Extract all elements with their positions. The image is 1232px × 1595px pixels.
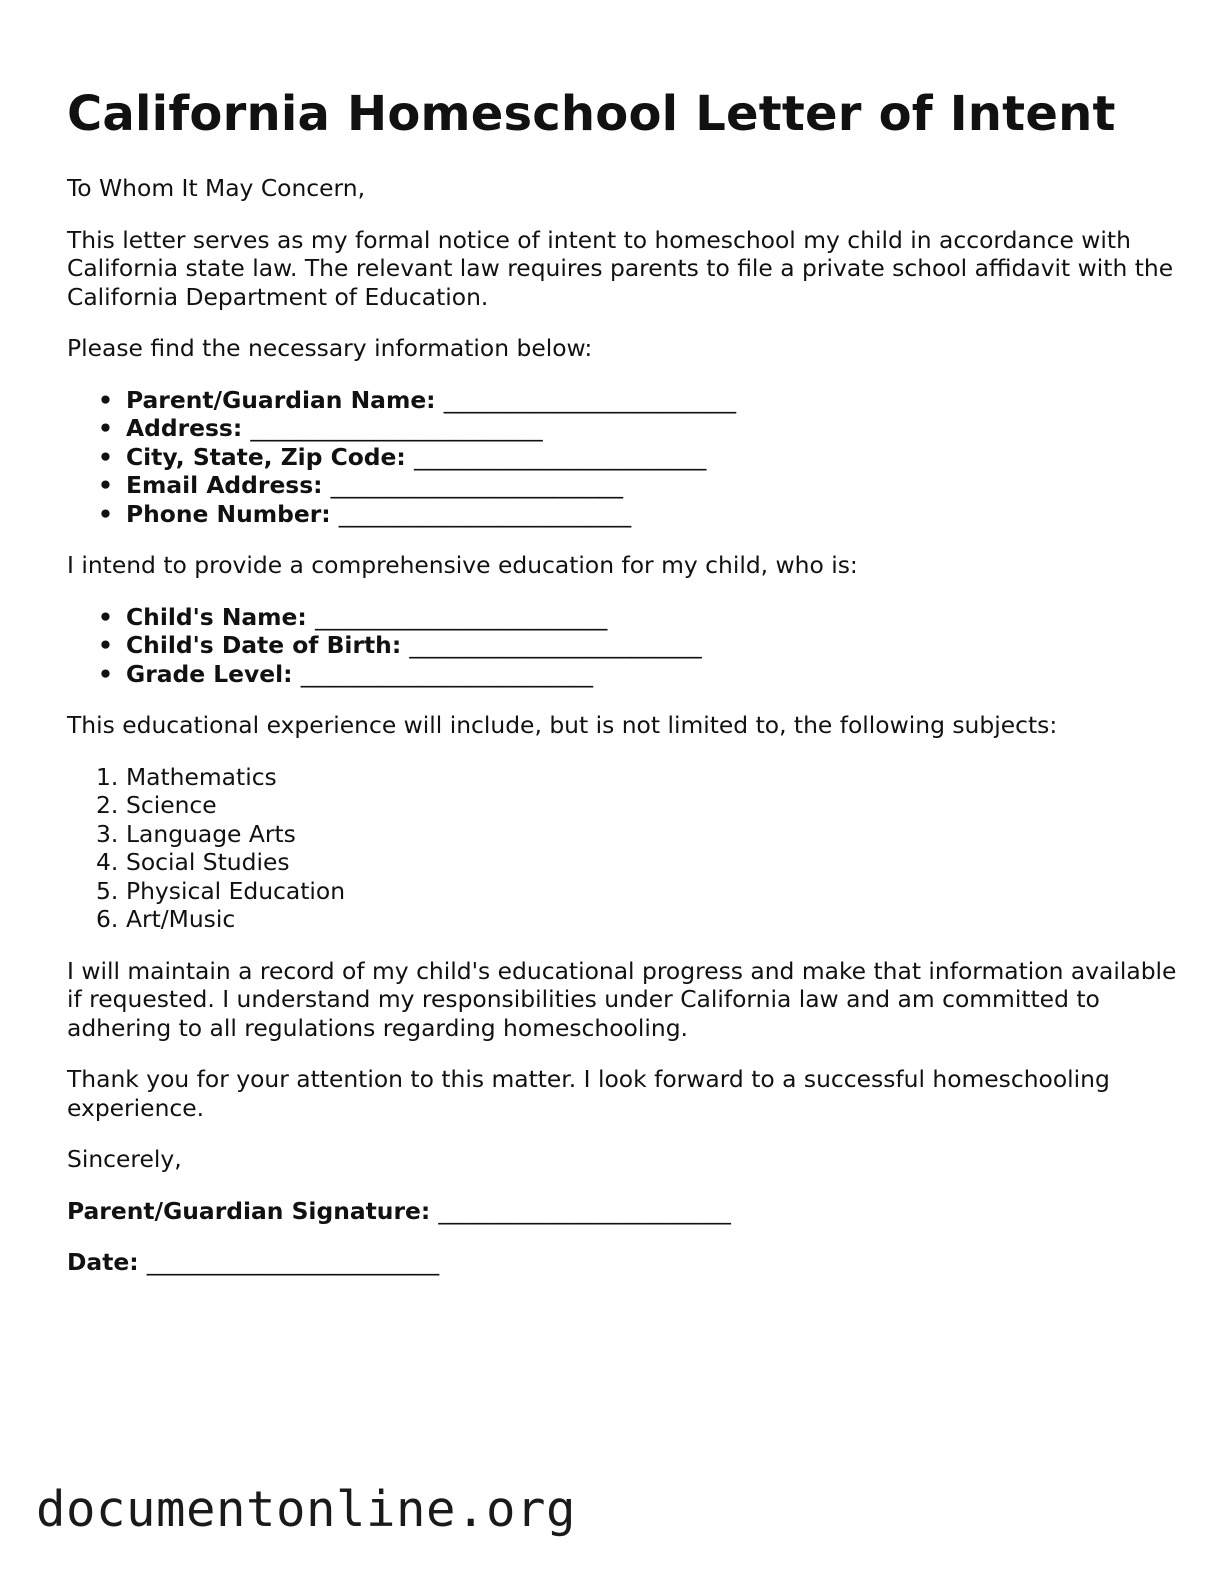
signature-label: Parent/Guardian Signature: — [67, 1196, 431, 1225]
field-label: Grade Level: — [126, 659, 293, 688]
field-blank-line[interactable]: _________________________ — [250, 414, 543, 442]
subject-name: Mathematics — [126, 762, 277, 791]
document-title: California Homeschool Letter of Intent — [67, 86, 1116, 142]
field-label: Child's Name: — [126, 602, 307, 631]
child-prompt: I intend to provide a comprehensive education for my child, who is: — [67, 551, 858, 579]
field-parent-name — [67, 386, 1177, 415]
subject-item — [67, 848, 1177, 877]
field-blank-line[interactable]: _________________________ — [413, 442, 707, 471]
bullet-icon: • — [98, 385, 113, 414]
records-paragraph: I will maintain a record of my child's educational progress and make that information available if requested. I understand my responsibilities under California law and am committed to adhering to all regulations regarding homeschooling. — [67, 956, 1177, 1042]
subjects-list — [67, 763, 1177, 934]
field-label: Parent/Guardian Name: — [126, 385, 436, 414]
bullet-icon: • — [98, 471, 113, 499]
field-grade-level — [67, 660, 1177, 689]
field-blank-line[interactable]: _________________________ — [300, 659, 594, 688]
subject-number: 4. — [96, 848, 119, 876]
field-label: Phone Number: — [126, 499, 331, 528]
thanks-paragraph: Thank you for your attention to this matter. I look forward to a successful homeschooling experience. — [67, 1065, 1110, 1122]
subject-number: 1. — [96, 762, 119, 791]
bullet-icon: • — [98, 414, 113, 442]
subject-item — [67, 763, 1177, 792]
signature-blank-line[interactable]: _________________________ — [438, 1196, 731, 1225]
subject-name: Physical Education — [126, 876, 346, 905]
subject-item — [67, 791, 1177, 820]
subject-name: Science — [126, 791, 217, 819]
subject-name: Language Arts — [126, 819, 296, 848]
letter-page — [67, 84, 1177, 1277]
field-city-state-zip — [67, 443, 1177, 472]
subject-number: 5. — [96, 876, 119, 905]
bullet-icon: • — [98, 631, 113, 659]
child-info-list — [67, 603, 1177, 689]
bullet-icon: • — [98, 659, 113, 688]
field-label: Address: — [126, 414, 243, 442]
parent-info-list — [67, 386, 1177, 529]
subject-item — [67, 820, 1177, 849]
bullet-icon: • — [98, 499, 113, 528]
field-label: Email Address: — [126, 471, 323, 499]
field-address — [67, 414, 1177, 443]
bullet-icon: • — [98, 602, 113, 631]
greeting: To Whom It May Concern, — [67, 174, 366, 202]
info-prompt: Please find the necessary information below: — [67, 334, 593, 362]
bullet-icon: • — [98, 442, 113, 471]
field-blank-line[interactable]: _________________________ — [409, 631, 702, 659]
watermark: documentonline.org — [36, 1481, 577, 1538]
field-label: Child's Date of Birth: — [126, 631, 402, 659]
field-email — [67, 471, 1177, 500]
field-blank-line[interactable]: _________________________ — [330, 471, 624, 499]
closing: Sincerely, — [67, 1145, 182, 1173]
date-blank-line[interactable]: _________________________ — [146, 1248, 440, 1276]
subject-number: 3. — [96, 819, 119, 848]
date-line — [67, 1248, 1177, 1277]
signature-line — [67, 1197, 1177, 1226]
subject-number: 6. — [96, 905, 119, 933]
field-label: City, State, Zip Code: — [126, 442, 406, 471]
subject-item — [67, 905, 1177, 934]
subjects-prompt: This educational experience will include, but is not limited to, the following subjects: — [67, 711, 1058, 739]
intro-paragraph: This letter serves as my formal notice of intent to homeschool my child in accordance with California state law. The relevant law requires parents to file a private school affidavit with the California Department of Education. — [67, 225, 1174, 311]
field-blank-line[interactable]: _________________________ — [443, 385, 737, 414]
field-blank-line[interactable]: _________________________ — [338, 499, 632, 528]
subject-number: 2. — [96, 791, 119, 819]
subject-name: Art/Music — [126, 905, 236, 933]
subject-item — [67, 877, 1177, 906]
field-child-name — [67, 603, 1177, 632]
subject-name: Social Studies — [126, 848, 290, 876]
field-phone — [67, 500, 1177, 529]
date-label: Date: — [67, 1248, 139, 1276]
field-child-dob — [67, 631, 1177, 660]
field-blank-line[interactable]: _________________________ — [314, 602, 608, 631]
